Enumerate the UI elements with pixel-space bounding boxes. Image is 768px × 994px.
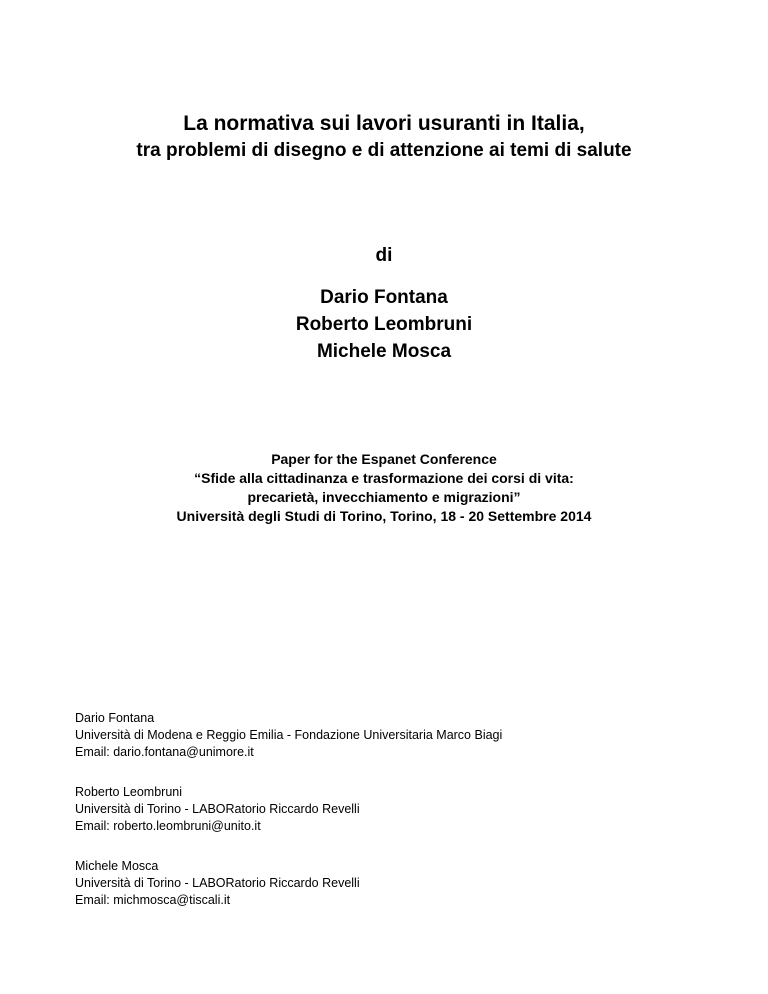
conference-line: precarietà, invecchiamento e migrazioni” [247,489,521,505]
affiliation-name: Roberto Leombruni [75,785,183,799]
author-name: Dario Fontana [320,287,448,308]
affiliation-email: Email: michmosca@tiscali.it [75,893,231,907]
title-line-2: tra problemi di disegno e di attenzione ai temi di salute [136,140,632,161]
author-name: Roberto Leombruni [295,314,473,335]
affiliation-institution: Università di Torino - LABORatorio Riccardo Revelli [75,876,360,890]
affiliation-name: Michele Mosca [75,859,159,873]
by-label: di [375,245,393,266]
conference-line: “Sfide alla cittadinanza e trasformazione dei corsi di vita: [194,470,574,486]
affiliation-block [75,784,360,835]
conference-info [0,450,768,526]
affiliation-name: Dario Fontana [75,711,155,725]
affiliation-email: Email: roberto.leombruni@unito.it [75,819,261,833]
affiliation-institution: Università di Modena e Reggio Emilia - Fondazione Universitaria Marco Biagi [75,728,503,742]
affiliation-email: Email: dario.fontana@unimore.it [75,745,254,759]
affiliation-block [75,858,360,909]
author-name: Michele Mosca [316,341,452,362]
affiliation-institution: Università di Torino - LABORatorio Riccardo Revelli [75,802,360,816]
author-list [0,284,768,365]
conference-line: Paper for the Espanet Conference [271,451,497,467]
conference-line: Università degli Studi di Torino, Torino, 18 - 20 Settembre 2014 [176,508,592,524]
title-line-1: La normativa sui lavori usuranti in Italia, [183,112,585,135]
affiliation-block [75,710,502,761]
